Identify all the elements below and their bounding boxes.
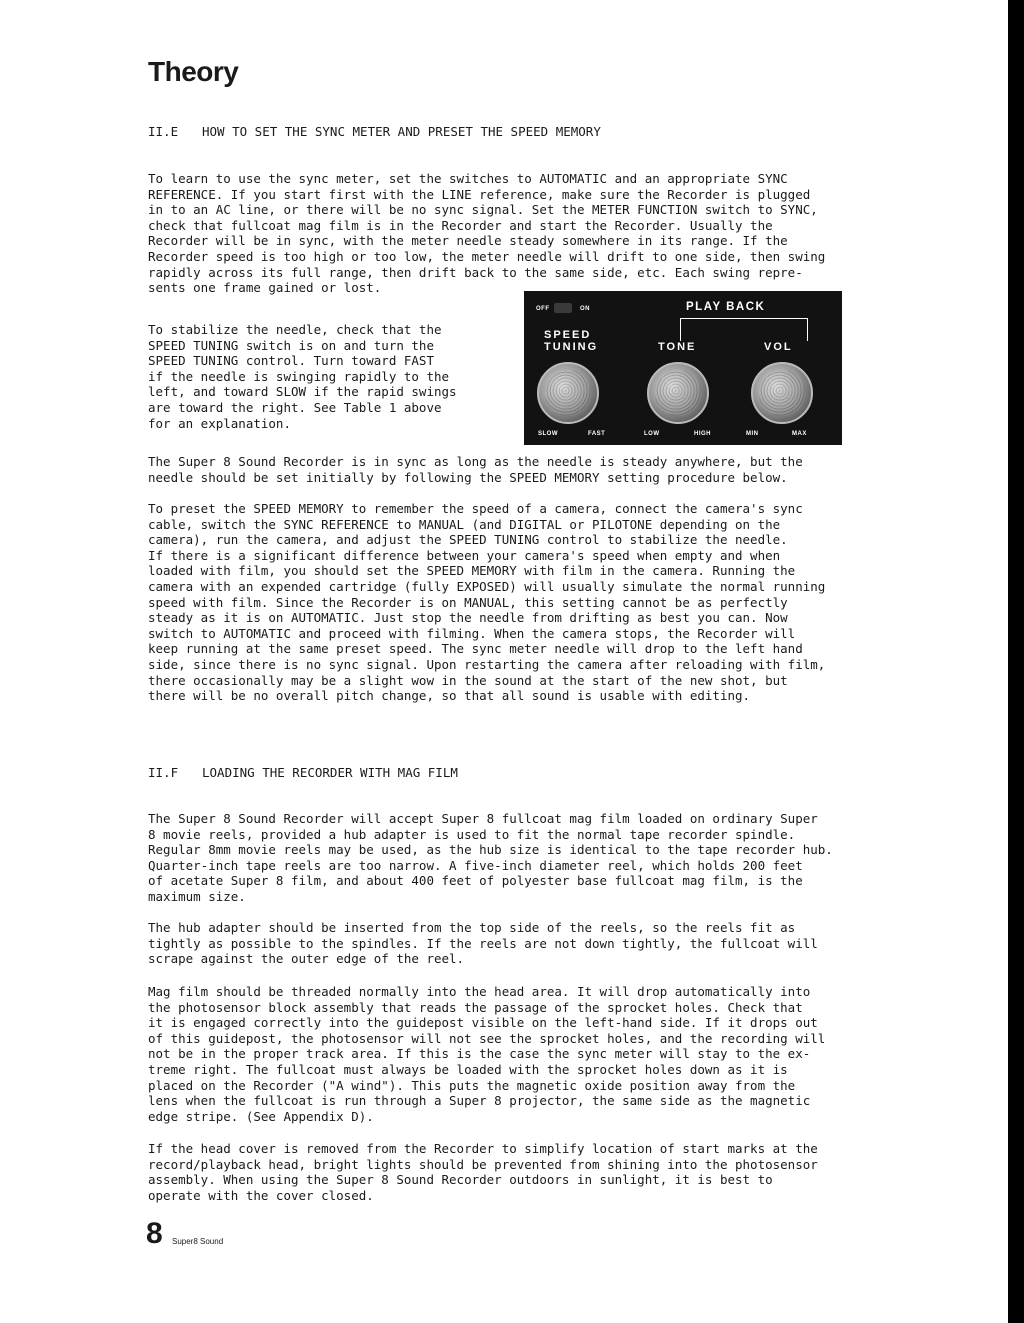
- tone-label: TONE: [658, 341, 697, 353]
- paragraph-preset-speed-memory: To preset the SPEED MEMORY to remember the speed of a camera, connect the camera's sync cable, switch the SYNC REFERENCE to MANUAL (and DIGITAL or PILOTONE depending on the camera), run the camera, and adjust the SPEED TUNING control to stabilize the needle. If there is a significant difference between your camera's speed when empty and when loaded with film, you should set the SPEED MEMORY with film in the camera. Running the camera with an expended cartridge (fully EXPOSED) will usually simulate the normal running speed with film. Since the Recorder is on MANUAL, this setting cannot be as perfectly steady as it is on AUTOMATIC. Just stop the needle from drifting as best you can. Now switch to AUTOMATIC and proceed with filming. When the camera stops, the Recorder will keep running at the same preset speed. The sync meter needle will drop to the left hand side, since there is no sync signal. Upon restarting the camera after reloading with film, there occasionally may be a slight wow in the sound at the start of the new shot, but there will be no overall pitch change, so that all sound is usable with editing.: [148, 501, 826, 704]
- high-label: HIGH: [694, 431, 711, 437]
- paragraph-stabilize-needle: To stabilize the needle, check that the SPEED TUNING switch is on and turn the SPEED TUNING control. Turn toward FAST if the needle is swinging rapidly to the left, and toward SLOW if the rapid swings are toward the right. See Table 1 above for an explanation.: [148, 322, 457, 431]
- vol-label: VOL: [764, 341, 793, 353]
- playback-label: PLAY BACK: [686, 301, 766, 313]
- page-number: 8: [146, 1217, 163, 1250]
- section-heading-e: [148, 124, 601, 140]
- min-label: MIN: [746, 431, 759, 437]
- section-number: II.F: [148, 765, 179, 780]
- page-heading: Theory: [148, 56, 239, 87]
- footer-brand: Super8 Sound: [172, 1237, 224, 1246]
- paragraph-in-sync: The Super 8 Sound Recorder is in sync as long as the needle is steady anywhere, but the needle should be set initially by following the SPEED MEMORY setting procedure below.: [148, 454, 803, 485]
- paragraph-sync-meter: To learn to use the sync meter, set the switches to AUTOMATIC and an appropriate SYNC REFERENCE. If you start first with the LINE reference, make sure the Recorder is plugged in to an AC line, or there will be no sync signal. Set the METER FUNCTION switch to SYNC, check that fullcoat mag film is in the Recorder and start the Recorder. Usually the Recorder will be in sync, with the meter needle steady somewhere in its range. If the Recorder speed is too high or too low, the meter needle will drift to one side, then swing rapidly across its full range, then drift back to the same side, etc. Each swing repre- sents one frame gained or lost.: [148, 171, 826, 296]
- tuning-label: TUNING: [544, 341, 599, 353]
- section-title: HOW TO SET THE SYNC METER AND PRESET THE SPEED MEMORY: [202, 124, 601, 139]
- paragraph-threading: Mag film should be threaded normally into the head area. It will drop automatically into the photosensor block assembly that reads the passage of the sprocket holes. Check that it is engaged correctly into the guidepost visible on the left-hand side. If it drops out of this guidepost, the photosensor will not see the sprocket holes, and the recording will not be in the proper track area. If this is the case the sync meter will stay to the ex- treme right. The fullcoat must always be loaded with the sprocket holes down as it is placed on the Recorder ("A wind"). This puts the magnetic oxide position away from the lens when the fullcoat is run through a Super 8 projector, the same side as the magnetic edge stripe. (See Appendix D).: [148, 984, 826, 1124]
- paragraph-hub-adapter: The hub adapter should be inserted from the top side of the reels, so the reels fit as tightly as possible to the spindles. If the reels are not down tightly, the fullcoat will scrape against the outer edge of the reel.: [148, 920, 818, 967]
- speed-tuning-switch: [554, 303, 572, 313]
- section-title: LOADING THE RECORDER WITH MAG FILM: [202, 765, 458, 780]
- section-heading-f: [148, 765, 458, 781]
- paragraph-head-cover: If the head cover is removed from the Recorder to simplify location of start marks at the record/playback head, bright lights should be prevented from shining into the photosensor assembly. When using the Super 8 Sound Recorder outdoors in sunlight, it is best to operate with the cover closed.: [148, 1141, 818, 1203]
- paragraph-accept-film: The Super 8 Sound Recorder will accept Super 8 fullcoat mag film loaded on ordinary Super 8 movie reels, provided a hub adapter is used to fit the normal tape recorder spindle. Regular 8mm movie reels may be used, as the hub size is identical to the tape recorder hub. Quarter-inch tape reels are too narrow. A five-inch diameter reel, which holds 200 feet of acetate Super 8 film, and about 400 feet of polyester base fullcoat mag film, is the maximum size.: [148, 811, 833, 904]
- fast-label: FAST: [588, 431, 606, 437]
- scan-edge: [1008, 0, 1024, 1323]
- on-label: ON: [580, 306, 590, 312]
- tone-knob: [647, 362, 709, 424]
- low-label: LOW: [644, 431, 660, 437]
- off-label: OFF: [536, 306, 550, 312]
- max-label: MAX: [792, 431, 807, 437]
- speed-tuning-knob: [537, 362, 599, 424]
- slow-label: SLOW: [538, 431, 558, 437]
- section-number: II.E: [148, 124, 179, 139]
- playback-bracket: [680, 318, 808, 341]
- volume-knob: [751, 362, 813, 424]
- speed-label: SPEED: [544, 329, 592, 341]
